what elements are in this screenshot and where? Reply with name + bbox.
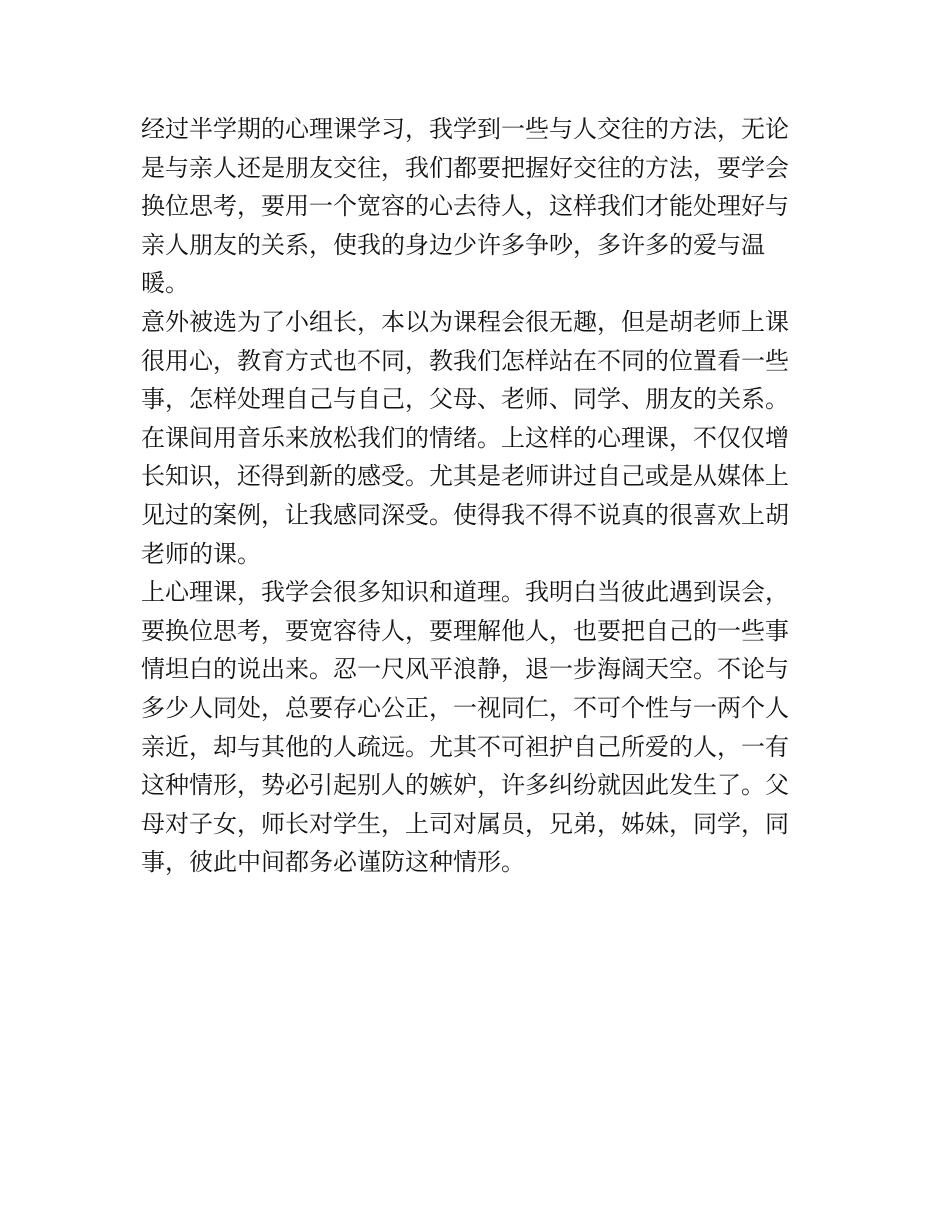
text-line: 暖。 bbox=[141, 269, 189, 298]
text-line: 很用心，教育方式也不同，教我们怎样站在不同的位置看一些 bbox=[141, 346, 789, 375]
text-line: 情坦白的说出来。忍一尺风平浪静，退一步海阔天空。不论与 bbox=[141, 655, 789, 684]
text-line: 事，怎样处理自己与自己，父母、老师、同学、朋友的关系。 bbox=[141, 385, 789, 414]
text-line: 在课间用音乐来放松我们的情绪。上这样的心理课，不仅仅增 bbox=[141, 423, 789, 452]
paragraph-3 bbox=[141, 573, 821, 882]
text-line: 事，彼此中间都务必谨防这种情形。 bbox=[141, 848, 525, 877]
text-line: 多少人同处，总要存心公正，一视同仁，不可个性与一两个人 bbox=[141, 693, 789, 722]
text-line: 见过的案例，让我感同深受。使得我不得不说真的很喜欢上胡 bbox=[141, 500, 789, 529]
text-line: 上心理课，我学会很多知识和道理。我明白当彼此遇到误会， bbox=[141, 578, 789, 607]
text-line: 长知识，还得到新的感受。尤其是老师讲过自己或是从媒体上 bbox=[141, 462, 789, 491]
document-body bbox=[141, 110, 821, 882]
paragraph-1 bbox=[141, 110, 821, 303]
text-line: 换位思考，要用一个宽容的心去待人，这样我们才能处理好与 bbox=[141, 192, 789, 221]
paragraph-2 bbox=[141, 303, 821, 573]
text-line: 要换位思考，要宽容待人，要理解他人，也要把自己的一些事 bbox=[141, 616, 789, 645]
text-line: 意外被选为了小组长，本以为课程会很无趣，但是胡老师上课 bbox=[141, 307, 789, 336]
text-line: 是与亲人还是朋友交往，我们都要把握好交往的方法，要学会 bbox=[141, 153, 789, 182]
text-line: 老师的课。 bbox=[141, 539, 261, 568]
text-line: 母对子女，师长对学生，上司对属员，兄弟，姊妹，同学，同 bbox=[141, 809, 789, 838]
text-line: 经过半学期的心理课学习，我学到一些与人交往的方法，无论 bbox=[141, 115, 789, 143]
text-line: 亲近，却与其他的人疏远。尤其不可袒护自己所爱的人，一有 bbox=[141, 732, 789, 761]
text-line: 亲人朋友的关系，使我的身边少许多争吵，多许多的爱与温 bbox=[141, 230, 765, 259]
text-line: 这种情形，势必引起别人的嫉妒，许多纠纷就因此发生了。父 bbox=[141, 771, 789, 800]
